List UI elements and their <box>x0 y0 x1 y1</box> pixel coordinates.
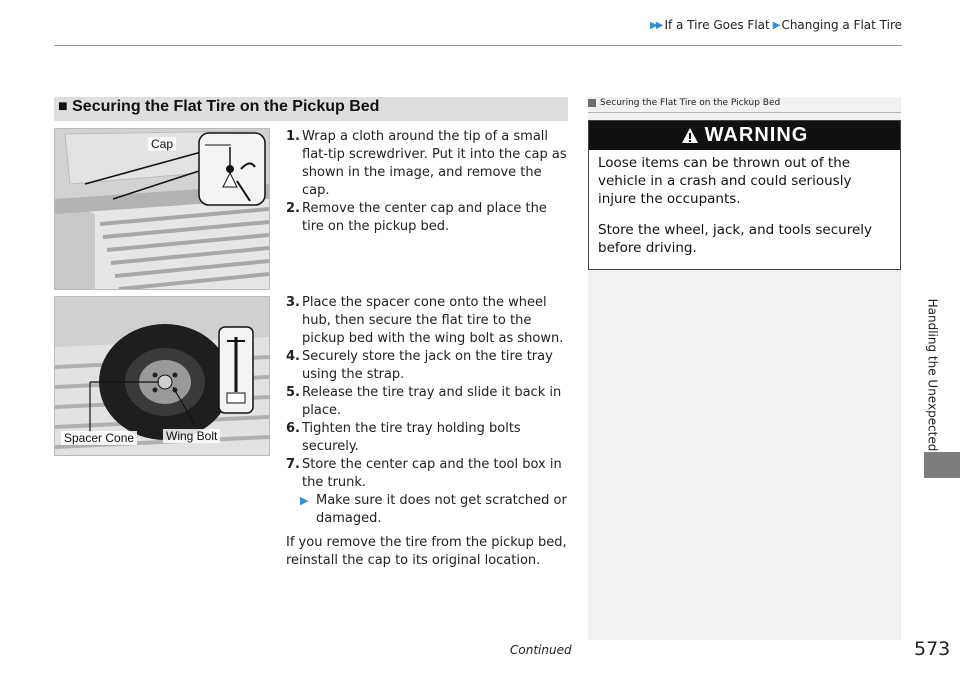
step-text: Remove the center cap and place the tire on the pickup bed. <box>302 201 547 234</box>
pickup-bed-cap-illustration <box>54 128 270 290</box>
chapter-side-label-text: Handling the Unexpected <box>925 298 939 452</box>
step-text: Wrap a cloth around the tip of a small flat-tip screwdriver. Put it into the cap as shown in the image, and remove the cap. <box>302 129 567 198</box>
note-heading-text: Securing the Flat Tire on the Pickup Bed <box>600 98 781 108</box>
spacer-cone-label: Spacer Cone <box>61 431 137 445</box>
subnote-text: Make sure it does not get scratched or damaged. <box>316 493 567 526</box>
section-title-text: Securing the Flat Tire on the Pickup Bed <box>72 98 380 115</box>
steps-list-lower <box>286 294 570 528</box>
warning-triangle-icon <box>681 127 699 144</box>
step-number: 6. <box>286 421 300 436</box>
note-heading <box>588 98 780 108</box>
breadcrumb-item-changing-tire[interactable]: Changing a Flat Tire <box>781 18 902 32</box>
step-number: 7. <box>286 457 300 472</box>
warning-body <box>598 154 893 270</box>
section-marker-icon: ■ <box>58 98 68 115</box>
step-text: Place the spacer cone onto the wheel hub, then secure the flat tire to the pickup bed with the wing bolt as shown. <box>302 295 564 346</box>
warning-header <box>589 121 900 150</box>
step-6 <box>286 420 570 456</box>
double-arrow-icon: ▶▶ <box>650 19 662 31</box>
steps-list-upper <box>286 128 570 236</box>
warning-paragraph: Store the wheel, jack, and tools securely before driving. <box>598 222 873 256</box>
arrow-icon: ▶ <box>772 19 779 31</box>
page-number: 573 <box>914 638 951 660</box>
step-2 <box>286 200 570 236</box>
step-number: 3. <box>286 295 300 310</box>
pickup-bed-drawing <box>55 129 269 289</box>
section-title <box>58 98 379 116</box>
warning-paragraph: Loose items can be thrown out of the vehicle in a crash and could seriously injure the occupants. <box>598 155 852 207</box>
warning-title: WARNING <box>704 124 809 146</box>
chapter-side-label <box>922 290 942 460</box>
chapter-tab-marker <box>924 452 960 478</box>
continued-label: Continued <box>510 643 572 657</box>
step-number: 5. <box>286 385 300 400</box>
breadcrumb <box>650 18 902 32</box>
step-text: Release the tire tray and slide it back in place. <box>302 385 562 418</box>
wing-bolt-label: Wing Bolt <box>163 429 220 443</box>
step-3 <box>286 294 570 348</box>
step-number: 1. <box>286 129 300 144</box>
step-7 <box>286 456 570 492</box>
breadcrumb-item-flat-tire[interactable]: If a Tire Goes Flat <box>664 18 770 32</box>
note-marker-icon <box>588 99 596 107</box>
step-number: 2. <box>286 201 300 216</box>
header-divider <box>54 45 902 46</box>
arrow-icon: ▶ <box>300 494 309 507</box>
step-text: Securely store the jack on the tire tray using the strap. <box>302 349 553 382</box>
closing-paragraph: If you remove the tire from the pickup bed, reinstall the cap to its original location. <box>286 535 567 568</box>
spare-tire-illustration <box>54 296 270 456</box>
step-4 <box>286 348 570 384</box>
step-number: 4. <box>286 349 300 364</box>
step-text: Store the center cap and the tool box in the trunk. <box>302 457 562 490</box>
step-5 <box>286 384 570 420</box>
step-text: Tighten the tire tray holding bolts securely. <box>302 421 521 454</box>
note-divider <box>588 112 901 113</box>
step-7-subnote <box>286 492 570 528</box>
step-1 <box>286 128 570 200</box>
cap-label: Cap <box>148 137 176 151</box>
